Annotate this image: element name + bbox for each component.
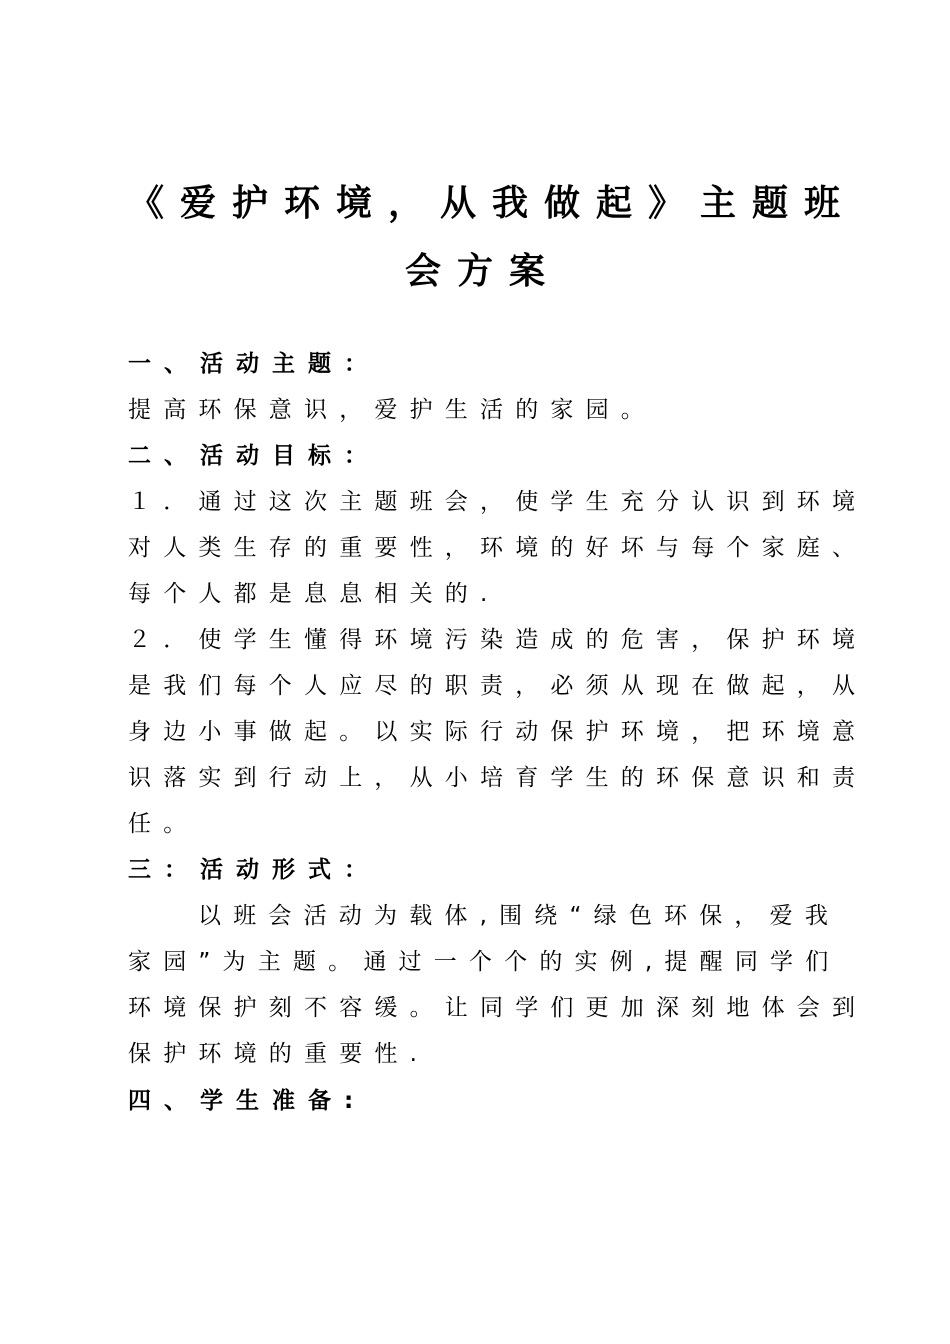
paragraph-line: 保护环境的重要性.: [128, 1041, 430, 1067]
paragraph-line: １．通过这次主题班会，使学生充分认识到环境: [128, 489, 868, 515]
paragraph-line: 任。: [128, 811, 199, 837]
paragraph-line: ２．使学生懂得环境污染造成的危害，保护环境: [128, 627, 868, 653]
paragraph-line: 识落实到行动上，从小培育学生的环保意识和责: [128, 765, 868, 791]
section-heading-format: 三：活动形式：: [128, 857, 380, 883]
paragraph-line: 每个人都是息息相关的.: [128, 581, 500, 607]
section-heading-goals: 二、活动目标：: [128, 443, 380, 469]
section-heading-preparation: 四、学生准备:: [128, 1088, 367, 1114]
section-heading-theme: 一、活动主题：: [128, 351, 380, 377]
paragraph-line: 环境保护刻不容缓。让同学们更加深刻地体会到: [128, 995, 868, 1021]
paragraph-line: 身边小事做起。以实际行动保护环境，把环境意: [128, 719, 868, 745]
paragraph-line: 提高环保意识，爱护生活的家园。: [128, 397, 656, 423]
paragraph-line: 家园”为主题。通过一个个的实例,提醒同学们: [128, 949, 841, 975]
paragraph-line: 对人类生存的重要性，环境的好坏与每个家庭、: [128, 535, 868, 561]
document-title-line-1: 《爱护环境，从我做起》主题班: [128, 183, 857, 224]
paragraph-line: 是我们每个人应尽的职责，必须从现在做起，从: [128, 673, 868, 699]
paragraph-line: 以班会活动为载体,围绕“绿色环保，爱我: [198, 903, 841, 929]
document-title-line-2: 会方案: [404, 251, 561, 292]
